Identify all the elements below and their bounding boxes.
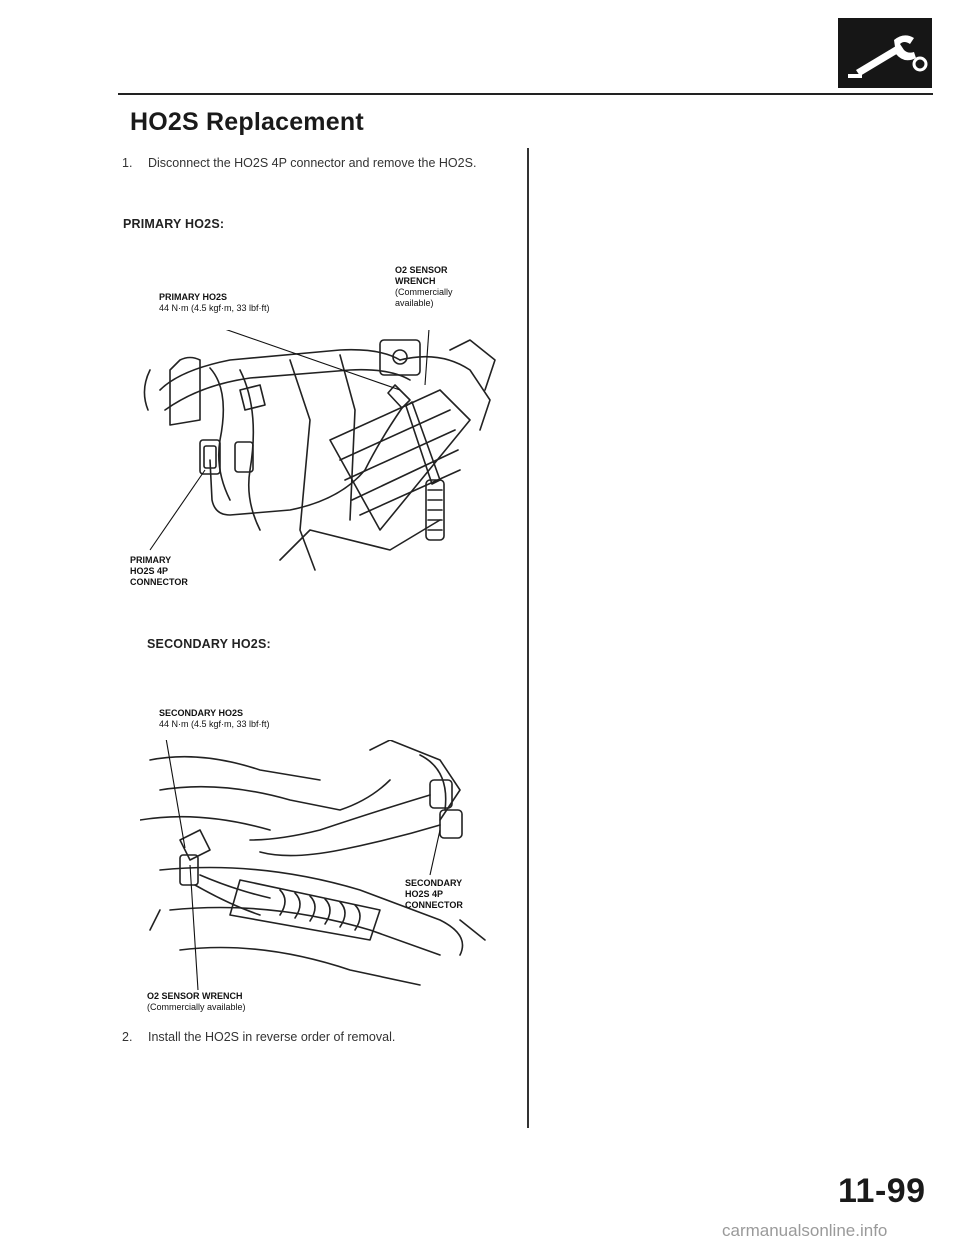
connector-label-line2: HO2S 4P bbox=[130, 566, 169, 576]
secondary-sensor-callout bbox=[159, 708, 270, 730]
secondary-sensor-label: SECONDARY HO2S bbox=[159, 708, 244, 718]
secondary-ho2s-illustration bbox=[140, 740, 500, 990]
step-number: 2. bbox=[122, 1030, 133, 1044]
exhaust-wrench-icon bbox=[838, 18, 932, 88]
sec-connector-line1: SECONDARY bbox=[405, 878, 463, 888]
page-number: 11-99 bbox=[838, 1172, 926, 1210]
connector-label-line3: CONNECTOR bbox=[130, 577, 188, 587]
primary-sensor-label: PRIMARY HO2S bbox=[159, 292, 228, 302]
step-1 bbox=[122, 153, 512, 173]
sec-wrench-note: (Commercially available) bbox=[147, 1002, 246, 1012]
sec-wrench-label: O2 SENSOR WRENCH bbox=[147, 991, 243, 1001]
step-2 bbox=[122, 1027, 512, 1047]
primary-wrench-callout bbox=[395, 265, 453, 309]
wrench-label-line2: WRENCH bbox=[395, 276, 436, 286]
sec-connector-line3: CONNECTOR bbox=[405, 900, 463, 910]
page-title: HO2S Replacement bbox=[130, 108, 364, 136]
primary-heading: PRIMARY HO2S: bbox=[123, 217, 225, 231]
step-number: 1. bbox=[122, 156, 133, 170]
watermark-text: carmanualsonline.info bbox=[722, 1221, 888, 1240]
step-text: Install the HO2S in reverse order of removal. bbox=[148, 1030, 396, 1044]
wrench-label-line1: O2 SENSOR bbox=[395, 265, 448, 275]
header-rule bbox=[118, 93, 933, 95]
primary-sensor-callout bbox=[159, 292, 270, 314]
connector-label-line1: PRIMARY bbox=[130, 555, 172, 565]
primary-ho2s-illustration bbox=[140, 330, 510, 600]
column-divider bbox=[527, 148, 529, 1128]
primary-sensor-torque: 44 N·m (4.5 kgf·m, 33 lbf·ft) bbox=[159, 303, 270, 313]
secondary-sensor-torque: 44 N·m (4.5 kgf·m, 33 lbf·ft) bbox=[159, 719, 270, 729]
wrench-note-line2: available) bbox=[395, 298, 434, 308]
secondary-wrench-callout bbox=[147, 991, 246, 1013]
step-text: Disconnect the HO2S 4P connector and remove the HO2S. bbox=[148, 156, 477, 170]
secondary-heading: SECONDARY HO2S: bbox=[147, 637, 271, 651]
sec-connector-line2: HO2S 4P bbox=[405, 889, 444, 899]
wrench-note-line1: (Commercially bbox=[395, 287, 453, 297]
